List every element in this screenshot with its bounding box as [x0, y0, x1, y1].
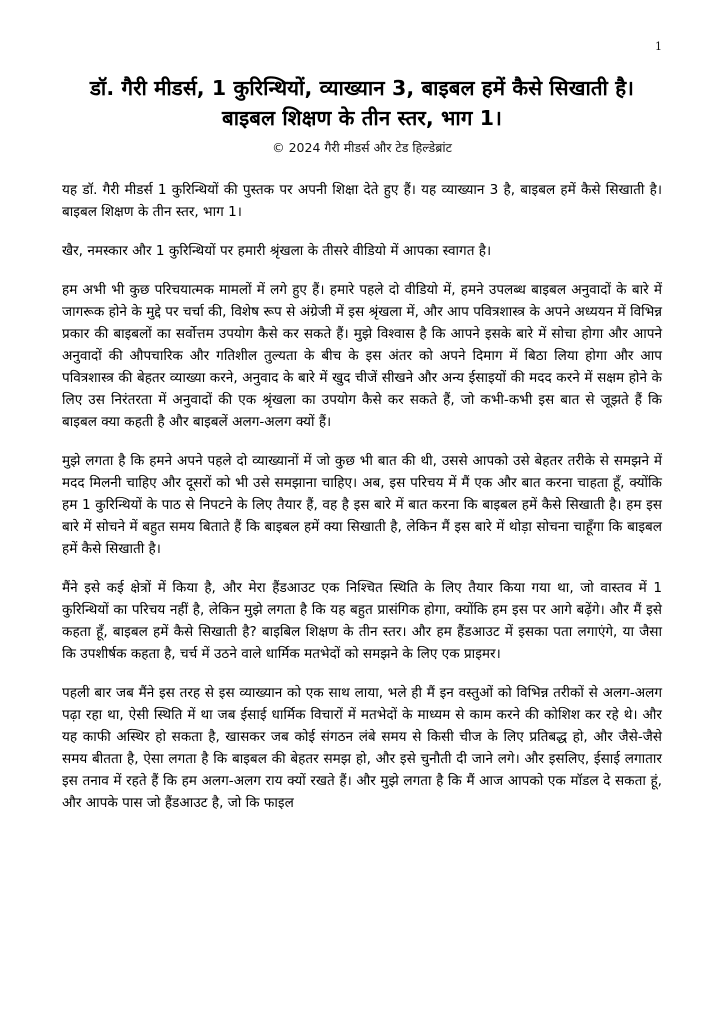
copyright-line: © 2024 गैरी मीडर्स और टेड हिल्डेब्रांट: [272, 140, 452, 156]
page-title: डॉ. गैरी मीडर्स, 1 कुरिन्थियों, व्याख्यान 3, बाइबल हमें कैसे सिखाती है। बाइबल शिक्षण के तीन स्तर, भाग 1।: [89, 76, 635, 130]
paragraph: पहली बार जब मैंने इस तरह से इस व्याख्यान को एक साथ लाया, भले ही मैं इन वस्तुओं को विभिन्न तरीकों से अलग-अलग पढ़ा रहा था, ऐसी स्थिति में था जब ईसाई धार्मिक विचारों में मतभेदों के माध्यम से काम करने की कोशिश कर रहे थे। और यह काफी अस्थिर हो सकता है, खासकर जब कोई संगठन लंबे समय से किसी चीज के लिए प्रतिबद्ध हो, और जैसे-जैसे समय बीतता है, ऐसा लगता है कि बाइबल की बेहतर समझ हो, और इसे चुनौती दी जाने लगे। और इसलिए, ईसाई लगातार इस तनाव में रहते हैं कि हम अलग-अलग राय क्यों रखते हैं। और मुझे लगता है कि मैं आज आपको एक मॉडल दे सकता हूं, और आपके पास जो हैंडआउट है, जो कि फाइल: [62, 685, 662, 812]
page-number: 1: [655, 40, 662, 53]
document-body: [62, 179, 662, 814]
paragraph: हम अभी भी कुछ परिचयात्मक मामलों में लगे हुए हैं। हमारे पहले दो वीडियो में, हमने उपलब्ध बाइबल अनुवादों के बारे में जागरूक होने के मुद्दे पर चर्चा की, विशेष रूप से अंग्रेजी में इस श्रृंखला में, और आप पवित्रशास्त्र के अपने अध्ययन में विभिन्न प्रकार की बाइबलों का सर्वोत्तम उपयोग कैसे कर सकते हैं। मुझे विश्वास है कि आपने इसके बारे में सोचा होगा और आपने अनुवादों की औपचारिक और गतिशील तुल्यता के बीच के इस अंतर को अपने दिमाग में बिठा लिया होगा और आप पवित्रशास्त्र की बेहतर व्याख्या करने, अनुवाद के बारे में खुद चीजें सीखने और अन्य ईसाइयों की मदद करने में सक्षम होने के लिए उस निरंतरता में अनुवादों की एक श्रृंखला का उपयोग कैसे कर सकते हैं, जो कभी-कभी इस बात से जूझते हैं कि बाइबल क्या कहती है और बाइबलें अलग-अलग क्यों हैं।: [62, 281, 662, 431]
paragraph: यह डॉ. गैरी मीडर्स 1 कुरिन्थियों की पुस्तक पर अपनी शिक्षा देते हुए हैं। यह व्याख्यान 3 है, बाइबल हमें कैसे सिखाती है। बाइबल शिक्षण के तीन स्तर, भाग 1।: [62, 181, 662, 220]
paragraph: खैर, नमस्कार और 1 कुरिन्थियों पर हमारी श्रृंखला के तीसरे वीडियो में आपका स्वागत है।: [62, 242, 492, 259]
paragraph: मुझे लगता है कि हमने अपने पहले दो व्याख्यानों में जो कुछ भी बात की थी, उससे आपको उसे बेहतर तरीके से समझने में मदद मिलनी चाहिए और दूसरों को भी उसे समझाना चाहिए। अब, इस परिचय में मैं एक और बात करना चाहता हूँ, क्योंकि हम 1 कुरिन्थियों के पाठ से निपटने के लिए तैयार हैं, वह है इस बारे में बात करना कि बाइबल हमें कैसे सिखाती है। हम इस बारे में सोचने में बहुत समय बिताते हैं कि बाइबल हमें क्या सिखाती है, लेकिन मैं इस बारे में थोड़ा सोचना चाहूँगा कि बाइबल हमें कैसे सिखाती है।: [62, 453, 662, 558]
paragraph: मैंने इसे कई क्षेत्रों में किया है, और मेरा हैंडआउट एक निश्चित स्थिति के लिए तैयार किया गया था, जो वास्तव में 1 कुरिन्थियों का परिचय नहीं है, लेकिन मुझे लगता है कि यह बहुत प्रासंगिक होगा, क्योंकि हम इस पर आगे बढ़ेंगे। और मैं इसे कहता हूँ, बाइबल हमें कैसे सिखाती है? बाइबिल शिक्षण के तीन स्तर। और हम हैंडआउट में इसका पता लगाएंगे, या जैसा कि उपशीर्षक कहता है, चर्च में उठने वाले धार्मिक मतभेदों को समझने के लिए एक प्राइमर।: [62, 580, 662, 663]
